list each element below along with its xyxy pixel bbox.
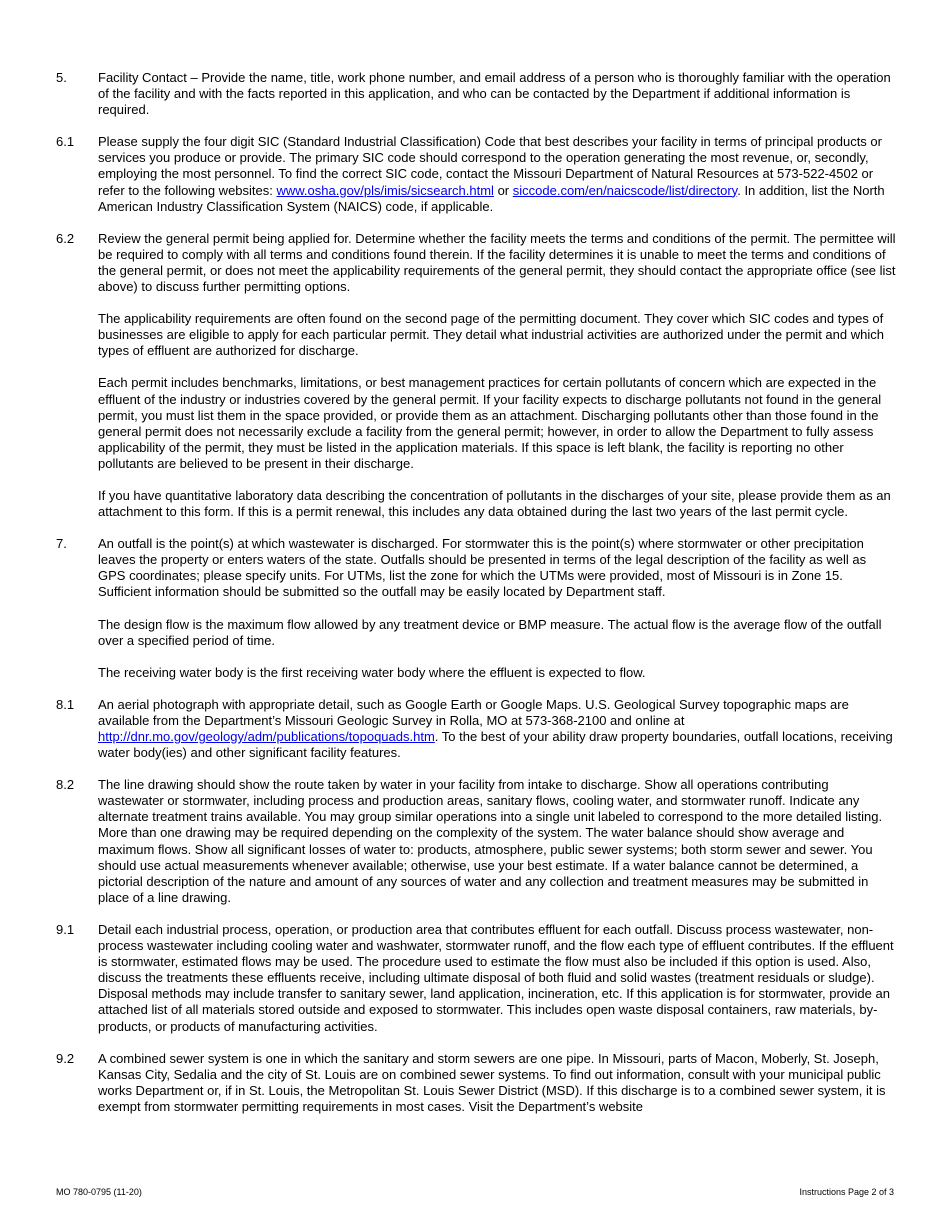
text-segment: . To the best of your ability draw property boundaries, outfall locations, receiving water body(ies) and other significant facility features. (98, 729, 893, 761)
text-segment: Please supply the four digit SIC (Standard Industrial Classification) Code that best describes your facility in terms of principal products or services you produce or provide. The primary SIC code should correspond to the operation generating the most revenue, or, secondly, employing the most personnel. To find the correct SIC code, contact the Missouri Department of Natural Resources at 573-522-4502 or refer to the following websites: (98, 134, 882, 198)
item-number: 9.1 (56, 921, 75, 937)
paragraph (98, 134, 896, 214)
paragraph: An outfall is the point(s) at which wastewater is discharged. For stormwater this is the point(s) where stormwater or other precipitation leaves the property or enters waters of the state. Outfalls should be presented in terms of the legal description of the facility as well as GPS coordinates; please specify units. For UTMs, list the zone for which the UTMs were provided, most of Missouri is in Zone 15. Sufficient information should be submitted so the outfall may be easily located by Department staff. (98, 536, 867, 600)
instruction-item-5 (56, 70, 896, 118)
paragraph: The receiving water body is the first receiving water body where the effluent is expected to flow. (98, 664, 646, 680)
item-body (98, 1051, 896, 1115)
item-number: 6.1 (56, 134, 75, 150)
item-body (98, 777, 896, 906)
instruction-item-9-1 (56, 922, 896, 1035)
instruction-item-6-2 (56, 231, 896, 520)
paragraph: The design flow is the maximum flow allowed by any treatment device or BMP measure. The actual flow is the average flow of the outfall over a specified period of time. (98, 616, 882, 648)
instruction-item-8-2 (56, 777, 896, 906)
paragraph: Facility Contact – Provide the name, title, work phone number, and email address of a person who is thoroughly familiar with the operation of the facility and with the facts reported in this application, and who can be contacted by the Department if additional information is required. (98, 70, 891, 118)
osha-sic-search-link[interactable]: www.osha.gov/pls/imis/sicsearch.html (276, 182, 494, 198)
instruction-item-8-1 (56, 697, 896, 761)
item-number: 7. (56, 536, 67, 552)
siccode-directory-link[interactable]: siccode.com/en/naicscode/list/directory (512, 182, 738, 198)
item-body (98, 134, 896, 214)
item-number: 8.2 (56, 777, 75, 793)
item-body (98, 697, 896, 761)
item-number: 8.1 (56, 696, 75, 712)
item-body (98, 231, 896, 520)
paragraph: Review the general permit being applied for. Determine whether the facility meets the terms and conditions of the permit. The permittee will be required to comply with all terms and conditions found therein. If the facility determines it is unable to meet the terms and conditions of the general permit, or does not meet the applicability requirements of the general permit, they should contact the appropriate office (see list above) to discuss further permitting options. (98, 230, 896, 295)
instructions-body (56, 70, 896, 1131)
item-body (98, 536, 896, 681)
instruction-item-9-2 (56, 1051, 896, 1115)
paragraph: A combined sewer system is one in which the sanitary and storm sewers are one pipe. In Missouri, parts of Macon, Moberly, St. Joseph, Kansas City, Sedalia and the city of St. Louis are on combined sewer systems. To find out information, consult with your municipal public works Department or, if in St. Louis, the Metropolitan St. Louis Sewer District (MSD). If this discharge is to a combined sewer system, it is exempt from stormwater permitting requirements in most cases. Visit the Department’s website (98, 1050, 886, 1114)
text-segment: . In addition, list the North American Industry Classification System (NAICS) code, if applicable. (98, 182, 885, 214)
item-number: 6.2 (56, 230, 75, 246)
instruction-item-7 (56, 536, 896, 681)
paragraph: The line drawing should show the route taken by water in your facility from intake to discharge. Show all operations contributing wastewater or stormwater, including process and production areas, sanitary flows, cooling water, and stormwater runoff. Indicate any alternate treatment trains available. You may group similar operations into a single unit labeled to correspond to the more detailed listing. More than one drawing may be required depending on the complexity of the system. The water balance should show average and maximum flows. Show all significant losses of water to: products, atmosphere, public sewer systems; both storm sewer and sewer. You should use actual measurements whenever available; otherwise, use your best estimate. If a water balance cannot be determined, a pictorial description of the nature and amount of any sources of water and any collection and treatment measures may be submitted in place of a line drawing. (98, 777, 883, 905)
paragraph: If you have quantitative laboratory data describing the concentration of pollutants in the discharges of your site, please provide them as an attachment to this form. If this is a permit renewal, this includes any data obtained during the last two years of the last permit cycle. (98, 487, 891, 520)
item-body (98, 70, 896, 118)
form-id: MO 780-0795 (11-20) (56, 1187, 142, 1197)
text-segment: or (493, 182, 513, 198)
instruction-item-6-1 (56, 134, 896, 214)
item-body (98, 922, 896, 1035)
paragraph: Detail each industrial process, operation, or production area that contributes effluent for each outfall. Discuss process wastewater, non-process wastewater including cooling water and washwater, stormwater runoff, and the flow each type of effluent contributes. If the effluent is stormwater, estimated flows may be used. The procedure used to estimate the flow must also be included if this option is used. Also, discuss the treatments these effluents receive, including ultimate disposal of both fluid and solid wastes (treatment residuals or sludge). Disposal methods may include transfer to sanitary sewer, land application, incineration, etc. If this application is for stormwater, provide an attached list of all materials stored outside and exposed to stormwater. This includes open waste disposal containers, raw materials, by-products, or products of manufacturing activities. (98, 921, 894, 1034)
topoquads-link[interactable]: http://dnr.mo.gov/geology/adm/publications/topoquads.htm (98, 729, 435, 744)
text-segment: An aerial photograph with appropriate detail, such as Google Earth or Google Maps. U.S. Geological Survey topographic maps are available from the Department’s Missouri Geologic Survey in Rolla, MO at 573-368-2100 and online at (98, 696, 849, 728)
item-number: 5. (56, 70, 67, 85)
paragraph: Each permit includes benchmarks, limitations, or best management practices for certain pollutants of concern which are expected in the effluent of the industry or industries covered by the general permit. If your facility expects to discharge pollutants not found in the general permit, you must list them in the space provided, or provide them as an attachment. Discharging pollutants other than those found in the general permit does not necessarily exclude a facility from the general permit; however, in order to allow the Department to fully assess applicability of the permit, they must be listed in the application materials. If this space is left blank, the facility is reporting no other pollutants are believed to be present in their discharge. (98, 375, 882, 471)
paragraph: The applicability requirements are often found on the second page of the permitting document. They cover which SIC codes and types of businesses are eligible to apply for each particular permit. They detail what industrial activities are authorized under the permit and which types of effluent are authorized for discharge. (98, 311, 884, 359)
page-indicator: Instructions Page 2 of 3 (799, 1187, 894, 1197)
item-number: 9.2 (56, 1050, 75, 1066)
paragraph (98, 697, 896, 761)
